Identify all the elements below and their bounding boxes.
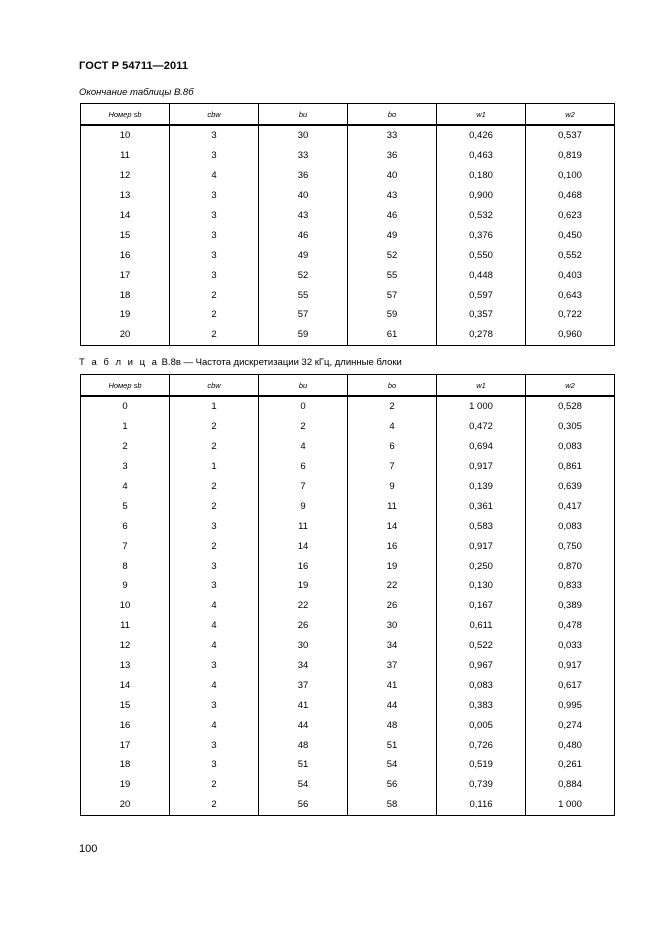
table-cell: 16 (348, 536, 437, 556)
table-cell: 2 (348, 396, 437, 417)
table-cell: 3 (170, 695, 259, 715)
table-row (81, 206, 615, 226)
table-cell: 56 (348, 775, 437, 795)
table-cell: 0,100 (526, 166, 615, 186)
column-header: Номер sb (81, 375, 170, 397)
table-cell: 0,357 (437, 305, 526, 325)
table-row (81, 795, 615, 815)
table-cell: 0,611 (437, 616, 526, 636)
table-cell: 56 (259, 795, 348, 815)
table-cell: 2 (170, 305, 259, 325)
table-cell: 0,819 (526, 146, 615, 166)
table-row (81, 656, 615, 676)
table-cell: 41 (348, 675, 437, 695)
table-cell: 51 (259, 755, 348, 775)
column-header: bo (348, 375, 437, 397)
table-cell: 4 (81, 477, 170, 497)
table-cell: 0,617 (526, 675, 615, 695)
table-cell: 0,833 (526, 576, 615, 596)
table-cell: 58 (348, 795, 437, 815)
table2-caption (79, 357, 402, 368)
table-cell: 43 (348, 186, 437, 206)
table-cell: 0 (81, 396, 170, 417)
table-cell: 0,468 (526, 186, 615, 206)
table-cell: 33 (348, 125, 437, 146)
table-cell: 2 (170, 795, 259, 815)
table-cell: 2 (259, 417, 348, 437)
table-cell: 9 (259, 496, 348, 516)
table-cell: 11 (348, 496, 437, 516)
table-cell: 0,033 (526, 636, 615, 656)
table-cell: 1 000 (437, 396, 526, 417)
table-cell: 0,480 (526, 735, 615, 755)
table-cell: 0,417 (526, 496, 615, 516)
table-cell: 0,726 (437, 735, 526, 755)
table-cell: 0,967 (437, 656, 526, 676)
table-row (81, 285, 615, 305)
table-row (81, 225, 615, 245)
table-cell: 14 (348, 516, 437, 536)
table-cell: 0,550 (437, 245, 526, 265)
table-cell: 33 (259, 146, 348, 166)
table-row (81, 325, 615, 345)
table-cell: 51 (348, 735, 437, 755)
table-cell: 55 (259, 285, 348, 305)
table-cell: 0,448 (437, 265, 526, 285)
table-cell: 4 (170, 675, 259, 695)
table-row (81, 417, 615, 437)
table-cell: 0,450 (526, 225, 615, 245)
table-cell: 0,870 (526, 556, 615, 576)
table-row (81, 305, 615, 325)
table-row (81, 437, 615, 457)
table-cell: 36 (348, 146, 437, 166)
table-cell: 52 (259, 265, 348, 285)
table-cell: 0,639 (526, 477, 615, 497)
table-cell: 52 (348, 245, 437, 265)
table-cell: 3 (170, 516, 259, 536)
table-row (81, 596, 615, 616)
table-cell: 1 (170, 396, 259, 417)
table-cell: 0,274 (526, 715, 615, 735)
table-cell: 0,130 (437, 576, 526, 596)
table-row (81, 245, 615, 265)
table-row (81, 125, 615, 146)
table-cell: 2 (81, 437, 170, 457)
table-cell: 6 (81, 516, 170, 536)
table-row (81, 755, 615, 775)
table-cell: 19 (259, 576, 348, 596)
table-cell: 44 (259, 715, 348, 735)
table-cell: 11 (81, 146, 170, 166)
table-cell: 0,116 (437, 795, 526, 815)
table-cell: 7 (259, 477, 348, 497)
table-cell: 17 (81, 265, 170, 285)
table-cell: 0,180 (437, 166, 526, 186)
column-header: cbw (170, 375, 259, 397)
table-cell: 4 (170, 636, 259, 656)
table-cell: 44 (348, 695, 437, 715)
column-header: w1 (437, 104, 526, 126)
table-cell: 4 (259, 437, 348, 457)
table-cell: 37 (348, 656, 437, 676)
table-row (81, 396, 615, 417)
table-row (81, 775, 615, 795)
column-header: w2 (526, 104, 615, 126)
table-cell: 9 (81, 576, 170, 596)
table-cell: 10 (81, 125, 170, 146)
table-row (81, 576, 615, 596)
table2-caption-number: В.8в (161, 357, 181, 368)
table-cell: 43 (259, 206, 348, 226)
table-cell: 0,750 (526, 536, 615, 556)
table-cell: 1 (170, 457, 259, 477)
table-row (81, 516, 615, 536)
table-cell: 2 (170, 437, 259, 457)
table-cell: 26 (259, 616, 348, 636)
table-cell: 6 (259, 457, 348, 477)
table-cell: 49 (259, 245, 348, 265)
column-header: cbw (170, 104, 259, 126)
table-cell: 1 (81, 417, 170, 437)
table-cell: 14 (81, 206, 170, 226)
table-cell: 13 (81, 656, 170, 676)
table-cell: 19 (348, 556, 437, 576)
table-cell: 2 (170, 417, 259, 437)
table-cell: 3 (81, 457, 170, 477)
table-cell: 20 (81, 325, 170, 345)
table-cell: 55 (348, 265, 437, 285)
table-cell: 46 (259, 225, 348, 245)
table-cell: 15 (81, 695, 170, 715)
table-cell: 30 (259, 125, 348, 146)
table-cell: 14 (259, 536, 348, 556)
table-cell: 0,083 (526, 516, 615, 536)
table-cell: 59 (348, 305, 437, 325)
table-cell: 0,900 (437, 186, 526, 206)
table-cell: 0,250 (437, 556, 526, 576)
table-cell: 40 (348, 166, 437, 186)
table-row (81, 536, 615, 556)
table-cell: 0,597 (437, 285, 526, 305)
table-cell: 0,478 (526, 616, 615, 636)
table-cell: 12 (81, 166, 170, 186)
table-cell: 0,861 (526, 457, 615, 477)
table-cell: 2 (170, 536, 259, 556)
table-row (81, 636, 615, 656)
table-row (81, 556, 615, 576)
table2-caption-label: Т а б л и ц а (79, 357, 159, 368)
table-cell: 41 (259, 695, 348, 715)
table-cell: 0,537 (526, 125, 615, 146)
table-cell: 0,917 (437, 536, 526, 556)
table-cell: 4 (348, 417, 437, 437)
table-cell: 2 (170, 477, 259, 497)
table-cell: 48 (348, 715, 437, 735)
table-row (81, 735, 615, 755)
table-cell: 3 (170, 225, 259, 245)
table-cell: 0,472 (437, 417, 526, 437)
table-cell: 19 (81, 305, 170, 325)
table-row (81, 675, 615, 695)
table-cell: 34 (259, 656, 348, 676)
table-row (81, 616, 615, 636)
table-cell: 0,083 (526, 437, 615, 457)
table-cell: 0,139 (437, 477, 526, 497)
table-cell: 3 (170, 656, 259, 676)
table2-caption-text: — Частота дискретизации 32 кГц, длинные блоки (183, 357, 402, 368)
table-row (81, 186, 615, 206)
table-cell: 2 (170, 325, 259, 345)
table-cell: 0,917 (437, 457, 526, 477)
table-cell: 0,694 (437, 437, 526, 457)
table-1 (80, 103, 615, 346)
table-cell: 54 (259, 775, 348, 795)
table-cell: 0,528 (526, 396, 615, 417)
table-cell: 37 (259, 675, 348, 695)
column-header: Номер sb (81, 104, 170, 126)
table-cell: 16 (259, 556, 348, 576)
table-cell: 0,960 (526, 325, 615, 345)
column-header: bu (259, 375, 348, 397)
column-header: w2 (526, 375, 615, 397)
table-cell: 34 (348, 636, 437, 656)
table-cell: 22 (348, 576, 437, 596)
table-cell: 0,722 (526, 305, 615, 325)
table-cell: 0,083 (437, 675, 526, 695)
table-cell: 40 (259, 186, 348, 206)
table-cell: 6 (348, 437, 437, 457)
table-cell: 1 000 (526, 795, 615, 815)
table-cell: 16 (81, 715, 170, 735)
table-row (81, 166, 615, 186)
table-cell: 0 (259, 396, 348, 417)
table-cell: 57 (259, 305, 348, 325)
table-cell: 14 (81, 675, 170, 695)
table-cell: 0,005 (437, 715, 526, 735)
table-row (81, 146, 615, 166)
table-cell: 0,522 (437, 636, 526, 656)
table-cell: 8 (81, 556, 170, 576)
table-cell: 3 (170, 146, 259, 166)
table-cell: 3 (170, 576, 259, 596)
table-cell: 3 (170, 265, 259, 285)
table-cell: 30 (259, 636, 348, 656)
table-cell: 3 (170, 735, 259, 755)
table-cell: 11 (81, 616, 170, 636)
table-cell: 0,361 (437, 496, 526, 516)
table-cell: 48 (259, 735, 348, 755)
table-cell: 0,739 (437, 775, 526, 795)
table-cell: 0,426 (437, 125, 526, 146)
table-cell: 30 (348, 616, 437, 636)
table-cell: 3 (170, 556, 259, 576)
table-cell: 0,463 (437, 146, 526, 166)
table-cell: 36 (259, 166, 348, 186)
table-cell: 7 (348, 457, 437, 477)
table-cell: 61 (348, 325, 437, 345)
table-cell: 12 (81, 636, 170, 656)
table-cell: 13 (81, 186, 170, 206)
table-cell: 46 (348, 206, 437, 226)
table-cell: 4 (170, 715, 259, 735)
table-cell: 0,261 (526, 755, 615, 775)
table-cell: 0,552 (526, 245, 615, 265)
table-cell: 7 (81, 536, 170, 556)
table-cell: 2 (170, 496, 259, 516)
table-row (81, 695, 615, 715)
table-row (81, 265, 615, 285)
table-cell: 4 (170, 616, 259, 636)
table-cell: 3 (170, 755, 259, 775)
table-cell: 18 (81, 285, 170, 305)
table-row (81, 477, 615, 497)
table-row (81, 457, 615, 477)
table-cell: 5 (81, 496, 170, 516)
table-2 (80, 374, 615, 816)
table-cell: 3 (170, 186, 259, 206)
table-cell: 22 (259, 596, 348, 616)
table-cell: 0,519 (437, 755, 526, 775)
table-row (81, 715, 615, 735)
table-cell: 0,532 (437, 206, 526, 226)
column-header: bo (348, 104, 437, 126)
table-cell: 15 (81, 225, 170, 245)
column-header: w1 (437, 375, 526, 397)
table-cell: 0,884 (526, 775, 615, 795)
document-title: ГОСТ Р 54711—2011 (79, 60, 189, 72)
page-number: 100 (79, 843, 98, 855)
table-cell: 0,623 (526, 206, 615, 226)
table-cell: 2 (170, 775, 259, 795)
table-cell: 0,383 (437, 695, 526, 715)
table-cell: 0,583 (437, 516, 526, 536)
table-cell: 3 (170, 125, 259, 146)
table-header-row (81, 104, 615, 126)
table-cell: 0,167 (437, 596, 526, 616)
table-cell: 4 (170, 596, 259, 616)
table-cell: 57 (348, 285, 437, 305)
table-row (81, 496, 615, 516)
table-cell: 10 (81, 596, 170, 616)
table-cell: 3 (170, 206, 259, 226)
table1-caption: Окончание таблицы В.8б (79, 87, 194, 98)
table-header-row (81, 375, 615, 397)
table-cell: 0,403 (526, 265, 615, 285)
table-cell: 54 (348, 755, 437, 775)
table-cell: 4 (170, 166, 259, 186)
table-cell: 18 (81, 755, 170, 775)
table-cell: 19 (81, 775, 170, 795)
table-cell: 3 (170, 245, 259, 265)
column-header: bu (259, 104, 348, 126)
table-cell: 0,278 (437, 325, 526, 345)
table-cell: 26 (348, 596, 437, 616)
table-cell: 0,376 (437, 225, 526, 245)
table-cell: 20 (81, 795, 170, 815)
table-cell: 0,389 (526, 596, 615, 616)
table-cell: 0,643 (526, 285, 615, 305)
table-cell: 9 (348, 477, 437, 497)
table-cell: 11 (259, 516, 348, 536)
table-cell: 16 (81, 245, 170, 265)
table-cell: 17 (81, 735, 170, 755)
table-cell: 0,995 (526, 695, 615, 715)
table-cell: 59 (259, 325, 348, 345)
table-cell: 49 (348, 225, 437, 245)
table-cell: 0,305 (526, 417, 615, 437)
table-cell: 0,917 (526, 656, 615, 676)
table-cell: 2 (170, 285, 259, 305)
